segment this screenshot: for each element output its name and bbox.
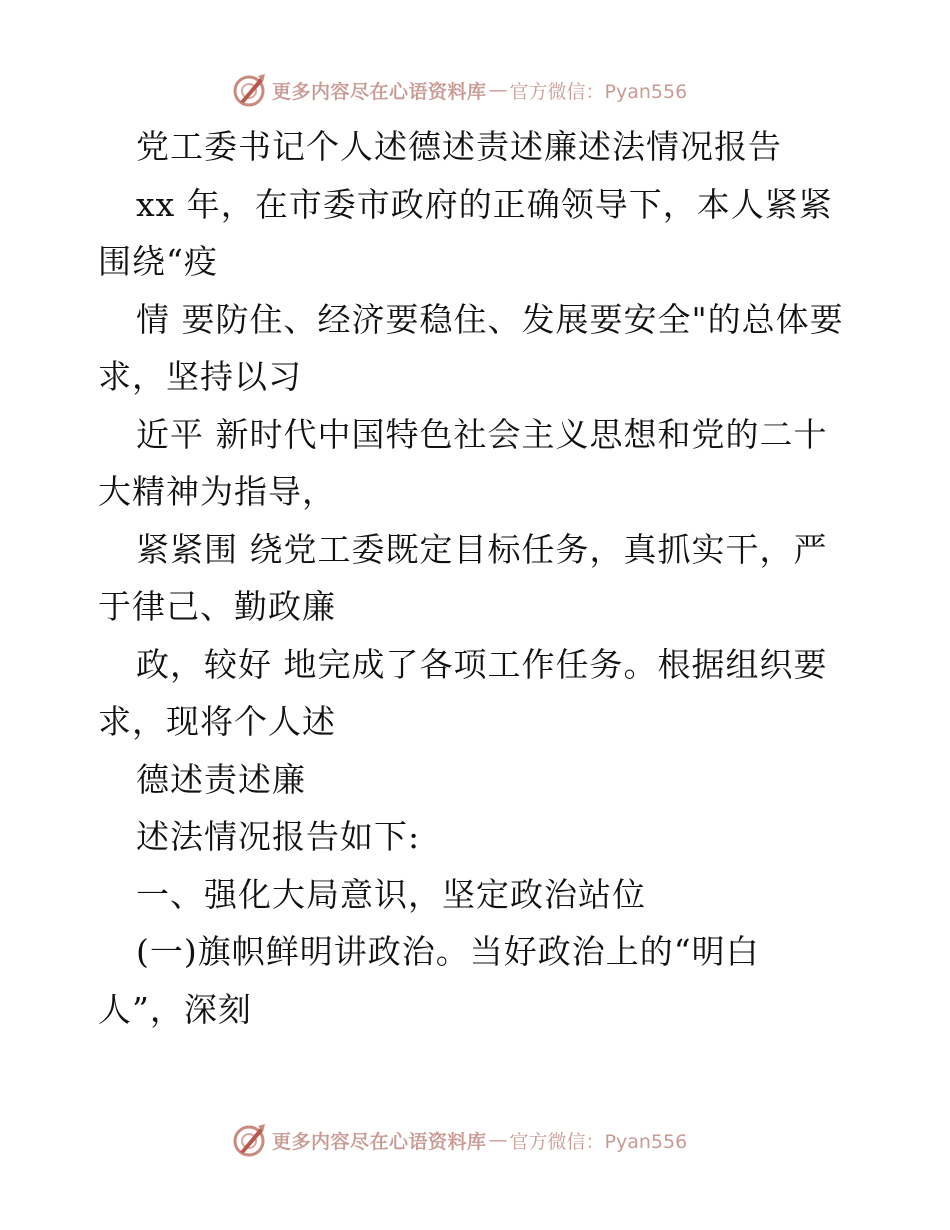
footer-wechat-text: 官方微信：Pyan556: [509, 1130, 688, 1153]
doc-line: 述法情况报告如下:: [136, 817, 421, 856]
doc-line: 情 要防住、经济要稳住、发展要安全"的总体要: [136, 299, 844, 339]
section-heading: 一、强化大局意识，坚定政治站位: [136, 874, 646, 914]
doc-line: 求，坚持以习: [98, 357, 302, 396]
doc-line: 德述责述廉: [136, 759, 306, 799]
doc-line: 于律己、勤政廉: [98, 587, 336, 626]
doc-line: 政，较好 地完成了各项工作任务。根据组织要: [136, 644, 828, 684]
footer-separator: —: [488, 1129, 508, 1151]
header-brand-text: 更多内容尽在心语资料库: [272, 80, 487, 103]
quill-logo-icon: [232, 72, 268, 108]
footer-watermark: [232, 1120, 687, 1160]
doc-title: 党工委书记个人述德述责述廉述法情况报告: [136, 127, 782, 166]
header-watermark: [232, 70, 687, 110]
quill-logo-icon: [232, 1122, 268, 1158]
doc-line: 围绕“疫: [98, 242, 218, 281]
doc-line: xx 年，在市委市政府的正确领导下，本人紧紧: [136, 184, 833, 224]
doc-line: 近平 新时代中国特色社会主义思想和党的二十: [136, 414, 828, 454]
header-wechat-text: 官方微信：Pyan556: [509, 80, 688, 103]
footer-brand-text: 更多内容尽在心语资料库: [272, 1130, 487, 1153]
header-separator: —: [488, 79, 508, 101]
doc-line: 求，现将个人述: [98, 702, 336, 741]
subsection-heading: (一)旗帜鲜明讲政治。当好政治上的“明白: [136, 932, 760, 971]
doc-line: 紧紧围 绕党工委既定目标任务，真抓实干，严: [136, 529, 828, 569]
doc-line: 人”，深刻: [98, 989, 252, 1029]
document-body: [98, 118, 898, 1038]
doc-line: 大精神为指导，: [98, 472, 336, 511]
